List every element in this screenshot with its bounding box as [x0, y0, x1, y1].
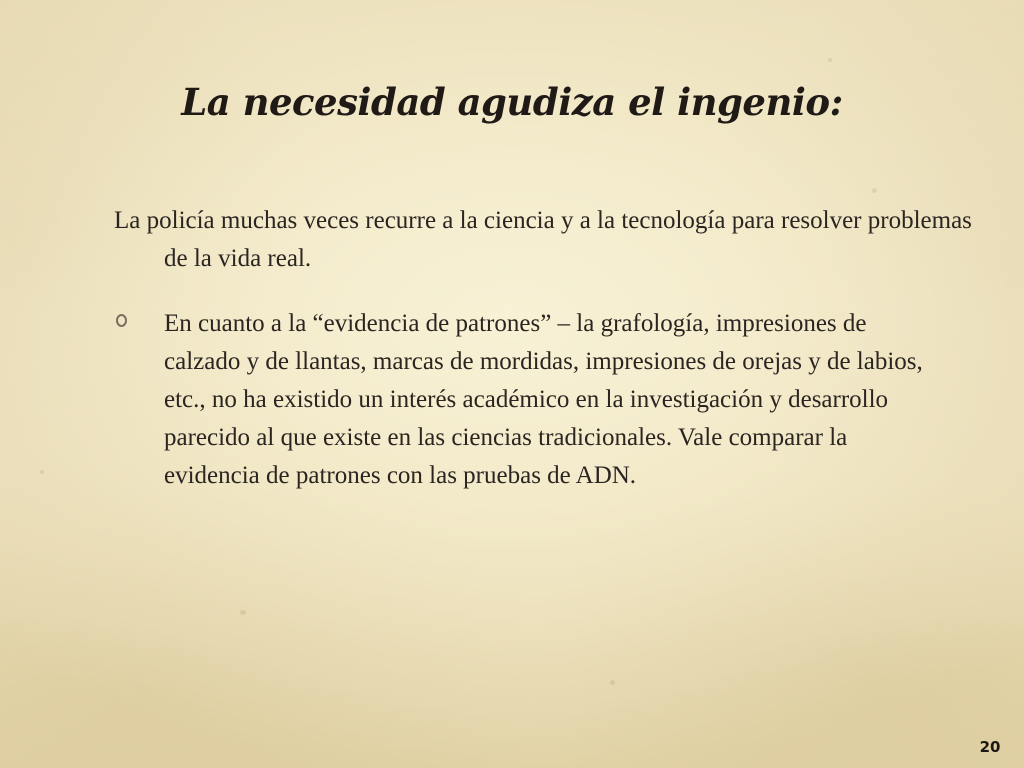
- parchment-speck: [240, 610, 246, 615]
- parchment-speck: [872, 188, 877, 193]
- parchment-speck: [610, 680, 615, 685]
- page-number: 20: [979, 738, 1001, 756]
- parchment-speck: [828, 58, 832, 62]
- slide-title: La necesidad agudiza el ingenio:: [181, 80, 843, 124]
- intro-paragraph: La policía muchas veces recurre a la ciencia y a la tecnología para resolver problemas de la vida real.: [114, 207, 972, 272]
- hollow-circle-bullet-icon: [116, 314, 127, 327]
- parchment-speck: [40, 470, 44, 474]
- bullet-paragraph: En cuanto a la “evidencia de patrones” – la grafología, impresiones de calzado y de llantas, marcas de mordidas, impresiones de orejas y de labios, etc., no ha existido un interés académico en la investigación y desarrollo parecido al que existe en las ciencias tradicionales. Vale comparar la evidencia de patrones con las pruebas de ADN.: [164, 310, 923, 489]
